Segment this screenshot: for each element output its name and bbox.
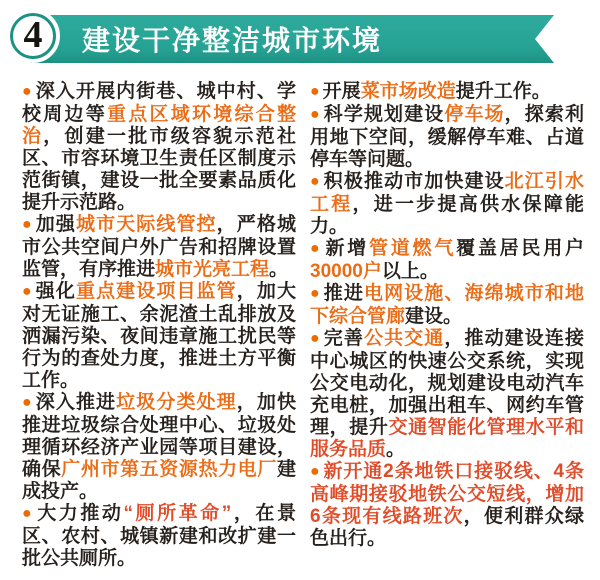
bullet-dot-icon: ●: [310, 285, 321, 302]
column-right: [310, 81, 584, 570]
column-left: [22, 81, 296, 570]
text-segment: 新增: [325, 238, 369, 259]
text-segment: 完善: [323, 328, 364, 349]
bullet-item: [310, 461, 584, 550]
text-segment: 重点区域环境综合整治: [22, 104, 296, 147]
text-segment: 停车场: [444, 104, 505, 125]
bullet-dot-icon: ●: [22, 216, 33, 233]
text-segment: 城市光亮工程: [155, 259, 270, 280]
bullet-item: [310, 238, 584, 283]
text-segment: 深入推进: [35, 392, 117, 413]
text-segment: 。: [269, 259, 289, 280]
bullet-item: [22, 503, 296, 570]
text-segment: 菜市场改造: [360, 81, 456, 102]
section-number-badge: [10, 13, 56, 59]
text-segment: ，推动建设连接中心城区的快速公交系统，实现公交电动化，规划建设电动汽车充电桩，加强出租车、网约车管理，提升: [310, 328, 584, 438]
text-segment: 管道燃气: [369, 238, 457, 259]
bullet-item: [310, 328, 584, 461]
bullet-dot-icon: ●: [22, 283, 33, 300]
text-segment: 加强: [35, 214, 76, 235]
page-title: 建设干净整洁城市环境: [82, 25, 383, 56]
bullet-item: [310, 283, 584, 328]
text-segment: ，进一步提高供水保障能力。: [310, 194, 584, 237]
text-segment: 广州市第五资源热力电厂: [61, 459, 277, 480]
text-segment: 城市天际线管控: [75, 214, 217, 235]
text-segment: 电网设施、海绵城市和地下综合管廊: [310, 283, 584, 327]
bullet-item: [22, 281, 296, 392]
bullet-dot-icon: ●: [310, 173, 321, 190]
text-segment: 垃圾分类处理: [116, 392, 237, 413]
bullet-item: [22, 81, 296, 214]
text-segment: 以上。: [381, 261, 439, 282]
text-segment: ，严格城市公共空间户外广告和招牌设置监管，有序推进: [22, 214, 296, 280]
text-segment: ，加快推进垃圾综合处理中心、垃圾处理循环经济产业园等项目建设，确保: [22, 392, 296, 480]
text-segment: 科学规划建设: [323, 104, 445, 125]
bullet-dot-icon: ●: [310, 330, 321, 347]
bullet-item: [22, 392, 296, 503]
section-header: [0, 0, 600, 78]
text-segment: ，便利群众绿色出行。: [310, 506, 584, 549]
text-segment: ，探索利用地下空间，缓解停车难、占道停车等问题。: [310, 104, 584, 170]
bullet-dot-icon: ●: [310, 106, 321, 123]
section-number: 4: [23, 13, 43, 56]
bullet-dot-icon: ●: [310, 240, 323, 257]
bullet-dot-icon: ●: [310, 83, 320, 100]
bullet-item: [310, 171, 584, 238]
text-segment: 大力推动: [37, 503, 124, 524]
bullet-dot-icon: ●: [22, 83, 33, 100]
text-segment: 交通智能化管理水平和服务品质: [310, 417, 584, 460]
bullet-dot-icon: ●: [310, 463, 321, 480]
text-segment: 新开通2条地铁口接驳线、4条高峰期接驳地铁公交短线，增加6条现有线路班次: [310, 461, 584, 527]
text-segment: 深入开展内街巷、城中村、学校周边等: [22, 81, 296, 125]
text-segment: 公共交通: [363, 328, 445, 349]
text-segment: 建成投产。: [22, 459, 296, 502]
text-segment: 强化: [35, 281, 76, 302]
text-segment: 提升工作。: [455, 81, 551, 102]
text-segment: ，创建一批市级容貌示范社区、市容环境卫生责任区制度示范街镇，建设一批全要素品质化提升示范路。: [22, 126, 296, 213]
bullet-item: [310, 104, 584, 171]
text-segment: 重点建设项目监管: [75, 281, 237, 302]
text-segment: 。: [386, 439, 406, 460]
text-segment: ，加大对无证施工、余泥渣土乱排放及洒漏污染、夜间违章施工扰民等行为的查处力度，推进土方平衡工作。: [22, 281, 296, 391]
text-segment: 推进: [323, 283, 364, 304]
bullet-dot-icon: ●: [22, 505, 35, 522]
content-columns: [0, 78, 600, 570]
text-segment: 30000户: [310, 261, 382, 282]
bullet-item: [310, 81, 584, 104]
bullet-item: [22, 214, 296, 281]
text-segment: 北江引水工程: [310, 171, 584, 215]
text-segment: “厕所革命”: [123, 503, 232, 524]
text-segment: 建设。: [405, 306, 463, 327]
bullet-dot-icon: ●: [22, 394, 33, 411]
text-segment: ，在景区、农村、城镇新建和改扩建一批公共厕所。: [22, 503, 296, 569]
text-segment: 积极推动市加快建设: [323, 171, 505, 192]
text-segment: 开展: [322, 81, 361, 102]
text-segment: 覆盖居民用户: [456, 238, 584, 259]
